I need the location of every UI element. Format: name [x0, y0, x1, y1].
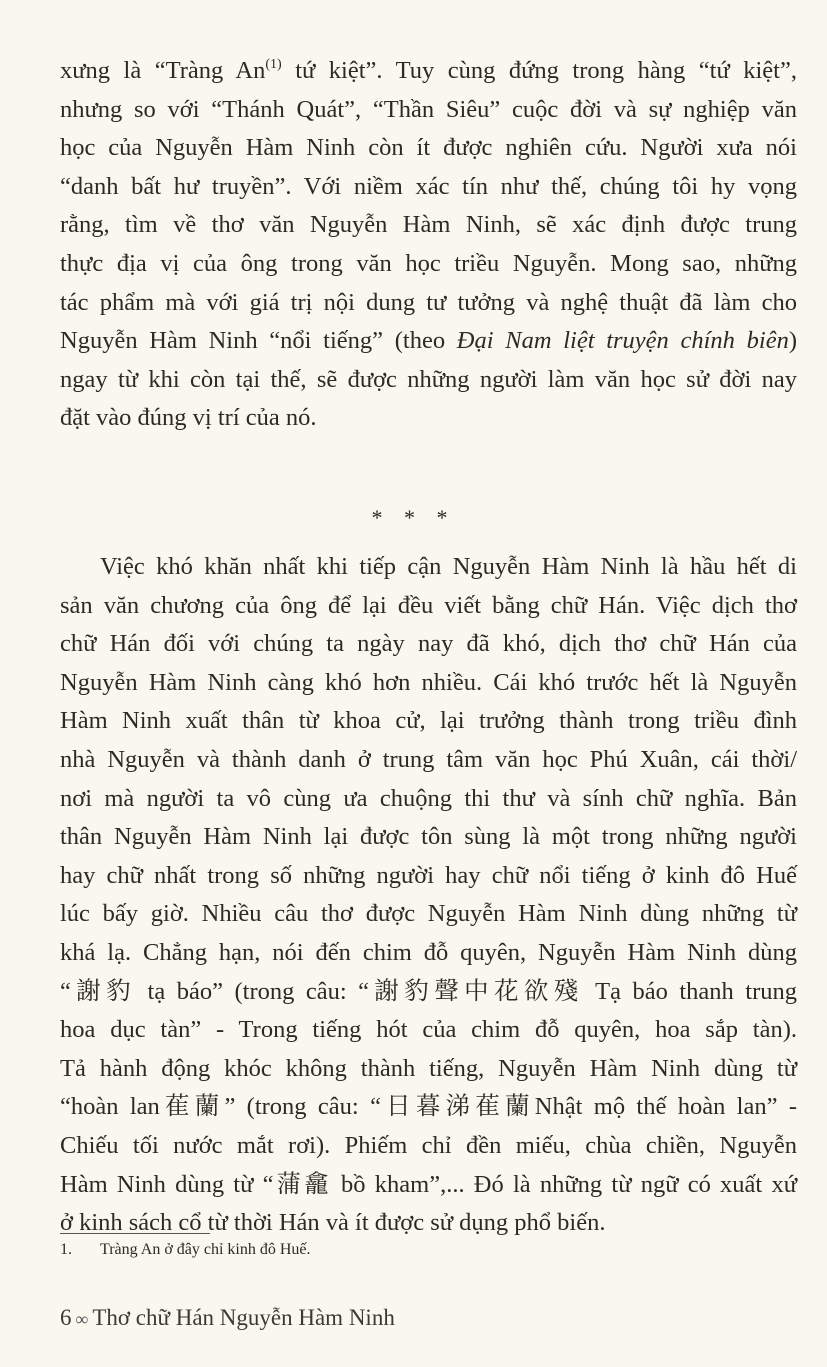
footnote-divider: [60, 1233, 210, 1234]
text-line: “danh bất hư truyền”. Với niềm xác tín như thế, chúng tôi hy vọng: [60, 172, 797, 200]
text-line: tác phẩm mà với giá trị nội dung tư tưởng và nghệ thuật đã làm cho: [60, 288, 797, 316]
text-line: nơi mà người ta vô cùng ưa chuộng thi thư và sính chữ nghĩa. Bản: [60, 784, 797, 812]
text-line: nhà Nguyễn và thành danh ở trung tâm văn học Phú Xuân, cái thời/: [60, 745, 797, 773]
text-segment: ): [788, 327, 797, 355]
text-line: rằng, tìm về thơ văn Nguyễn Hàm Ninh, sẽ xác định được trung: [60, 211, 797, 239]
text-line: hoa dục tàn” - Trong tiếng hót của chim đỗ quyên, hoa sắp tàn).: [60, 1016, 797, 1044]
text-line: Nguyễn Hàm Ninh càng khó hơn nhiều. Cái khó trước hết là Nguyễn: [60, 668, 797, 696]
text-line: Việc khó khăn nhất khi tiếp cận Nguyễn Hàm Ninh là hầu hết di: [100, 553, 797, 580]
ornament-icon: ∞: [75, 1309, 89, 1329]
page-footer: [60, 1305, 395, 1331]
text-line: ngay từ khi còn tại thế, sẽ được những người làm văn học sử đời nay: [60, 365, 797, 393]
running-title: Thơ chữ Hán Nguyễn Hàm Ninh: [92, 1305, 395, 1330]
text-line: khá lạ. Chẳng hạn, nói đến chim đỗ quyên, Nguyễn Hàm Ninh dùng: [60, 938, 797, 966]
text-segment: xưng là “Tràng An: [60, 57, 266, 84]
section-separator: * * *: [371, 505, 456, 530]
text-line: Tả hành động khóc không thành tiếng, Nguyễn Hàm Ninh dùng từ: [60, 1054, 797, 1082]
text-line: hay chữ nhất trong số những người hay chữ nổi tiếng ở kinh đô Huế: [60, 861, 797, 889]
text-line: thân Nguyễn Hàm Ninh lại được tôn sùng là một trong những người: [60, 823, 797, 851]
text-line: [60, 322, 797, 361]
paragraph-2: [60, 548, 797, 1243]
text-line: nhưng so với “Thánh Quát”, “Thần Siêu” cuộc đời và sự nghiệp văn: [60, 95, 797, 123]
text-line: lúc bấy giờ. Nhiều câu thơ được Nguyễn Hàm Ninh dùng những từ: [60, 900, 797, 928]
text-line: “謝豹 tạ báo” (trong câu: “謝豹聲中花欲殘 Tạ báo thanh trung: [60, 977, 797, 1005]
page-number: 6: [60, 1305, 72, 1330]
text-segment: tứ kiệt”. Tuy cùng đứng trong hàng “tứ kiệt”,: [281, 57, 797, 84]
text-line: thực địa vị của ông trong văn học triều Nguyễn. Mong sao, những: [60, 249, 797, 277]
text-line: đặt vào đúng vị trí của nó.: [60, 404, 317, 432]
text-line: [60, 52, 797, 91]
text-line: Chiếu tối nước mắt rơi). Phiếm chỉ đền miếu, chùa chiền, Nguyễn: [60, 1131, 797, 1159]
paragraph-1: [60, 52, 797, 438]
text-line: Hàm Ninh dùng từ “蒲龕 bồ kham”,... Đó là những từ ngữ có xuất xứ: [60, 1170, 797, 1198]
text-line: sản văn chương của ông để lại đều viết bằng chữ Hán. Việc dịch thơ: [60, 591, 797, 619]
text-segment: Nguyễn Hàm Ninh “nổi tiếng” (theo: [60, 327, 457, 355]
text-line: “hoàn lan萑蘭” (trong câu: “日暮涕萑蘭Nhật mộ thế hoàn lan” -: [60, 1093, 797, 1121]
text-line: chữ Hán đối với chúng ta ngày nay đã khó, dịch thơ chữ Hán của: [60, 630, 797, 658]
text-line: ở kinh sách cổ từ thời Hán và ít được sử dụng phổ biến.: [60, 1209, 606, 1237]
text-line: học của Nguyễn Hàm Ninh còn ít được nghiên cứu. Người xưa nói: [60, 134, 797, 162]
footnote: [60, 1241, 311, 1259]
footnote-ref[interactable]: (1): [265, 57, 282, 72]
footnote-text: Tràng An ở đây chỉ kinh đô Huế.: [100, 1241, 311, 1258]
book-title-italic: Đại Nam liệt truyện chính biên: [456, 327, 789, 355]
footnote-number: 1.: [60, 1241, 72, 1258]
text-line: Hàm Ninh xuất thân từ khoa cử, lại trưởng thành trong triều đình: [60, 707, 797, 735]
